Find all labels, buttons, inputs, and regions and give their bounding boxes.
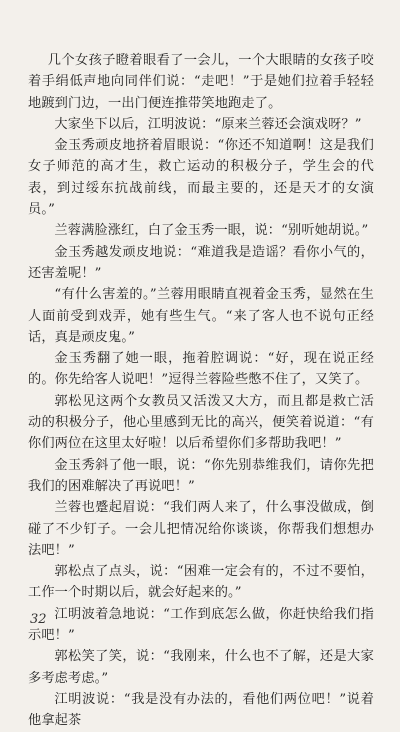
paragraph-2: 大家坐下以后，江明波说：“原来兰蓉还会演戏呀？” bbox=[54, 116, 362, 132]
page-body bbox=[28, 50, 374, 732]
paragraph-6: “有什么害羞的。”兰蓉用眼睛直视着金玉秀，显然在生人面前受到戏弄，她有些生气。“来了客人也不说句正经话，真是顽皮鬼。” bbox=[28, 287, 374, 345]
paragraph-10: 兰蓉也蹙起眉说：“我们两人来了，什么事没做成，倒碰了不少钉子。一会儿把情况给你谈谈，你帮我们想想办法吧！” bbox=[28, 500, 374, 558]
paragraph-12: 江明波着急地说：“工作到底怎么做，你赶快给我们指示吧！” bbox=[28, 606, 374, 644]
paragraph-1: 几个女孩子瞪着眼看了一会儿，一个大眼睛的女孩子咬着手绢低声地向同伴们说：“走吧！”于是她们拉着手轻轻地踱到门边，一出门便连推带笑地跑走了。 bbox=[28, 53, 374, 111]
paragraph-14: 江明波说：“我是没有办法的，看他们两位吧！”说着他拿起茶 bbox=[28, 691, 374, 729]
paragraph-4: 兰蓉满脸涨红，白了金玉秀一眼，说：“别听她胡说。” bbox=[54, 223, 369, 239]
page-number: 32 bbox=[30, 612, 47, 627]
paragraph-13: 郭松笑了笑，说：“我刚来，什么也不了解，还是大家多考虑考虑。” bbox=[28, 649, 374, 686]
paragraph-7: 金玉秀翻了她一眼，拖着腔调说：“好，现在说正经的。你先给客人说吧！”逗得兰蓉险些憋不住了，又笑了。 bbox=[28, 351, 374, 388]
paragraph-5: 金玉秀越发顽皮地说：“难道我是造谣？看你小气的，还害羞呢！” bbox=[28, 244, 374, 281]
paragraph-3: 金玉秀顽皮地挤着眉眼说：“你还不知道啊！这是我们女子师范的高才生，救亡运动的积极分子，学生会的代表，到过绥东抗战前线，而最主要的，还是天才的女演员。” bbox=[28, 138, 374, 218]
paragraph-9: 金玉秀斜了他一眼，说：“你先别恭维我们，请你先把我们的困难解决了再说吧！” bbox=[28, 457, 374, 494]
paragraph-11: 郭松点了点头，说：“困难一定会有的，不过不要怕，工作一个时期以后，就会好起来的。” bbox=[28, 564, 374, 601]
paragraph-8: 郭松见这两个女教员又活泼又大方，而且都是救亡活动的积极分子，他心里感到无比的高兴，便笑着说道：“有你们两位在这里太好啦！以后希望你们多帮助我吧！” bbox=[28, 393, 374, 452]
